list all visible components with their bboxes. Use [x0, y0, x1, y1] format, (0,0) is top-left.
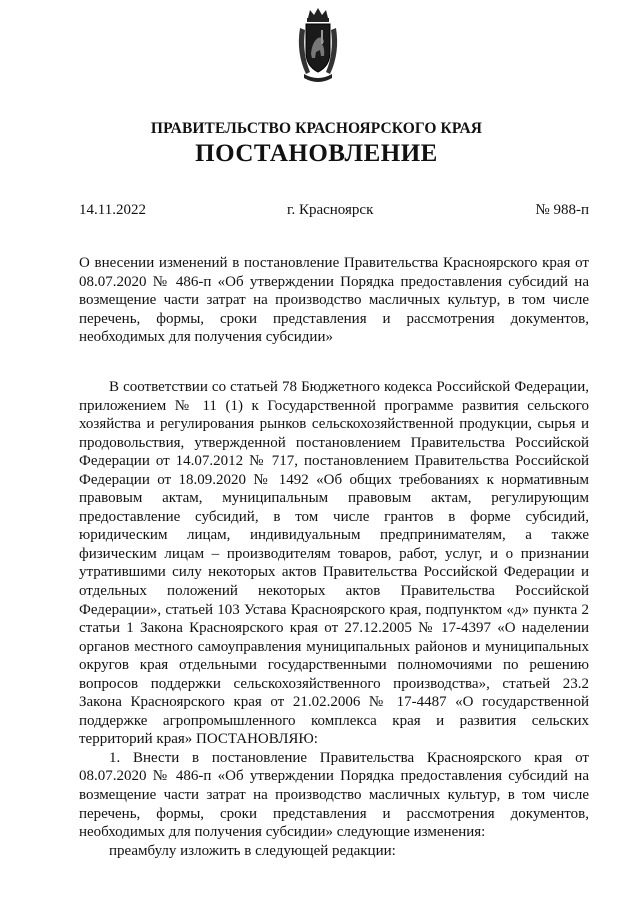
- document-body: [79, 378, 589, 860]
- document-type-title: ПОСТАНОВЛЕНИЕ: [195, 140, 438, 167]
- document-meta: [79, 202, 589, 222]
- document-date: 14.11.2022: [79, 202, 146, 218]
- item-1-sub-paragraph: преамбулу изложить в следующей редакции:: [109, 842, 396, 859]
- krasnoyarsk-coat-of-arms-icon: [296, 8, 340, 84]
- document-number: № 988-п: [535, 202, 589, 218]
- government-title: ПРАВИТЕЛЬСТВО КРАСНОЯРСКОГО КРАЯ: [150, 120, 483, 137]
- document-city: г. Красноярск: [287, 202, 374, 218]
- item-1-paragraph: 1. Внести в постановление Правительства Красноярского края от 08.07.2020 № 486-п «Об утверждении Порядка предоставления субсидий на возмещение части затрат на производство масличных культур, в том числе перечень, формы, сроки представления и рассмотрения документов, необходимых для получения субсидии» следующие изменения:: [79, 749, 589, 841]
- document-subject: О внесении изменений в постановление Правительства Красноярского края от 08.07.2020 № 486-п «Об утверждении Порядка предоставления субсидий на возмещение части затрат на производство масличных культур, в том числе перечень, формы, сроки представления и рассмотрения документов, необходимых для получения субсидии»: [79, 255, 589, 346]
- preamble-paragraph: В соответствии со статьей 78 Бюджетного кодекса Российской Федерации, приложением № 11 (1) к Государственной программе развития сельского хозяйства и регулирования рынков сельскохозяйственной продукции, сырья и продовольствия, утвержденной постановлением Правительства Российской Федерации от 14.07.2012 № 717, постановлением Правительства Российской Федерации от 18.09.2020 № 1492 «Об общих требованиях к нормативным правовым актам, муниципальным правовым актам, регулирующим предоставление субсидий, в том числе грантов в форме субсидий, юридическим лицам, индивидуальным предпринимателям, а также физическим лицам – производителям товаров, работ, услуг, и о признании утратившими силу некоторых актов Правительства Российской Федерации и отдельных положений некоторых актов Правительства Российской Федерации», статьей 103 Устава Красноярского края, подпунктом «д» пункта 2 статьи 1 Закона Красноярского края от 27.12.2005 № 17-4397 «О наделении органов местного самоуправления муниципальных районов и муниципальных округов края отдельными государственными полномочиями по решению вопросов поддержки сельскохозяйственного производства», статьей 23.2 Закона Красноярского края от 21.02.2006 № 17-4487 «О государственной поддержке агропромышленного комплекса края и развития сельских территорий края» ПОСТАНОВЛЯЮ:: [79, 379, 589, 748]
